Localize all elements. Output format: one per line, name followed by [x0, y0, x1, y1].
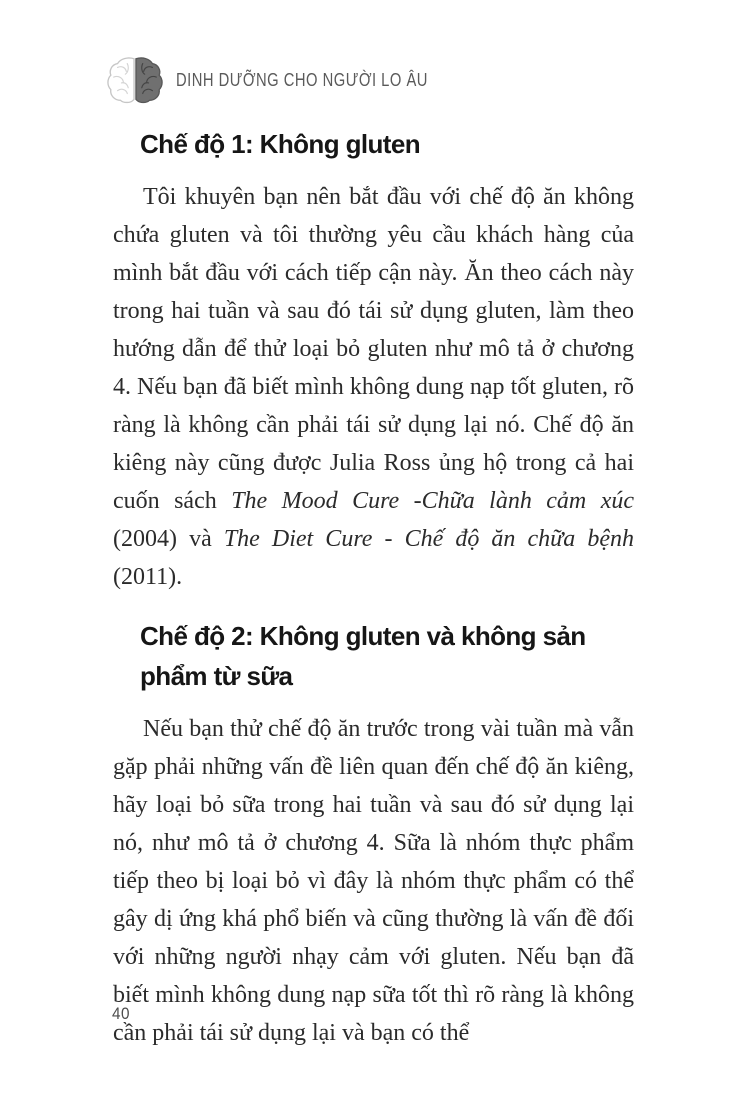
book-title-italic: The Mood Cure -Chữa lành cảm xúc — [231, 488, 634, 514]
paragraph-text: Nếu bạn thử chế độ ăn trước trong vài tuần mà vẫn gặp phải những vấn đề liên quan đến chế độ ăn kiêng, hãy loại bỏ sữa trong hai tuần và sau đó sử dụng lại nó, như mô tả ở chương 4. Sữa là nhóm thực phẩm tiếp theo bị loại bỏ vì đây là nhóm thực phẩm có thể gây dị ứng khá phổ biến và cũng thường là vấn đề đối với những người nhạy cảm với gluten. Nếu bạn đã biết mình không dung nạp sữa tốt thì rõ ràng là không cần phải tái sử dụng lại và bạn có thể — [113, 716, 634, 1046]
paragraph-text: (2004) và — [113, 526, 224, 552]
book-title-italic: The Diet Cure - Chế độ ăn chữa bệnh — [223, 526, 634, 552]
section-2 — [113, 616, 634, 1052]
section-heading-1: Chế độ 1: Không gluten — [140, 129, 420, 159]
section-1 — [113, 124, 634, 596]
section-heading-2: Chế độ 2: Không gluten và không sản phẩm từ sữa — [140, 621, 586, 691]
running-header-title: DINH DƯỠNG CHO NGƯỜI LO ÂU — [176, 69, 428, 90]
paragraph-text: Tôi khuyên bạn nên bắt đầu với chế độ ăn không chứa gluten và tôi thường yêu cầu khách hàng của mình bắt đầu với cách tiếp cận này. Ăn theo cách này trong hai tuần và sau đó tái sử dụng gluten, làm theo hướng dẫn để thử loại bỏ gluten như mô tả ở chương 4. Nếu bạn đã biết mình không dung nạp tốt gluten, rõ ràng là không cần phải tái sử dụng lại nó. Chế độ ăn kiêng này cũng được Julia Ross ủng hộ trong cả hai cuốn sách — [113, 184, 634, 514]
brain-icon — [106, 54, 164, 106]
running-header — [106, 54, 483, 106]
paragraph-text: (2011). — [113, 564, 183, 590]
page-number: 40 — [112, 1004, 130, 1023]
section-paragraph-2 — [113, 710, 634, 1052]
page-content — [113, 124, 634, 1072]
section-paragraph-1 — [113, 178, 634, 596]
